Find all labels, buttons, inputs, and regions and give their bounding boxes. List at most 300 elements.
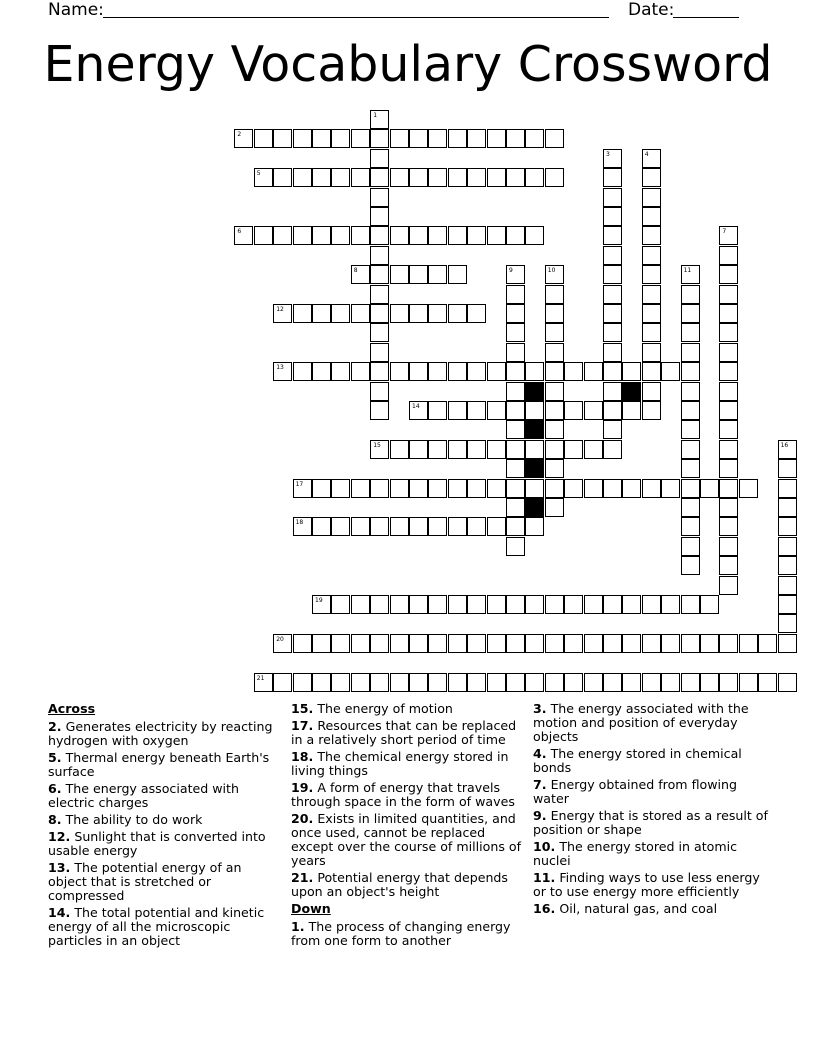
- grid-square[interactable]: [428, 304, 447, 323]
- grid-square[interactable]: [428, 168, 447, 187]
- grid-square[interactable]: [564, 440, 583, 459]
- grid-square[interactable]: [467, 168, 486, 187]
- grid-square[interactable]: [448, 265, 467, 284]
- grid-square[interactable]: [778, 459, 797, 478]
- grid-square[interactable]: [370, 110, 389, 129]
- grid-square[interactable]: [273, 673, 292, 692]
- grid-square[interactable]: [312, 673, 331, 692]
- grid-square[interactable]: [642, 382, 661, 401]
- grid-square[interactable]: [487, 517, 506, 536]
- grid-square[interactable]: [409, 479, 428, 498]
- grid-square[interactable]: [448, 401, 467, 420]
- grid-square[interactable]: [584, 401, 603, 420]
- grid-square[interactable]: [545, 420, 564, 439]
- grid-square[interactable]: [719, 479, 738, 498]
- grid-square[interactable]: [603, 207, 622, 226]
- grid-square[interactable]: [448, 673, 467, 692]
- grid-square[interactable]: [467, 362, 486, 381]
- grid-square[interactable]: [351, 265, 370, 284]
- grid-square[interactable]: [370, 323, 389, 342]
- grid-square[interactable]: [428, 595, 447, 614]
- grid-square[interactable]: [370, 401, 389, 420]
- grid-square[interactable]: [603, 479, 622, 498]
- grid-square[interactable]: [778, 440, 797, 459]
- grid-square[interactable]: [681, 595, 700, 614]
- grid-square[interactable]: [487, 226, 506, 245]
- grid-square[interactable]: [351, 479, 370, 498]
- grid-square[interactable]: [603, 343, 622, 362]
- grid-square[interactable]: [584, 595, 603, 614]
- grid-square[interactable]: [506, 595, 525, 614]
- grid-square[interactable]: [312, 168, 331, 187]
- grid-square[interactable]: [778, 673, 797, 692]
- grid-square[interactable]: [778, 517, 797, 536]
- grid-square[interactable]: [545, 634, 564, 653]
- grid-square[interactable]: [584, 479, 603, 498]
- grid-square[interactable]: [506, 129, 525, 148]
- grid-square[interactable]: [642, 246, 661, 265]
- grid-square[interactable]: [642, 188, 661, 207]
- grid-square[interactable]: [390, 265, 409, 284]
- grid-square[interactable]: [370, 304, 389, 323]
- grid-square[interactable]: [545, 362, 564, 381]
- grid-square[interactable]: [293, 304, 312, 323]
- grid-square[interactable]: [370, 265, 389, 284]
- grid-square[interactable]: [661, 479, 680, 498]
- grid-square[interactable]: [390, 304, 409, 323]
- grid-square[interactable]: [409, 168, 428, 187]
- grid-square[interactable]: [331, 129, 350, 148]
- grid-square[interactable]: [603, 362, 622, 381]
- grid-square[interactable]: [448, 129, 467, 148]
- grid-square[interactable]: [545, 129, 564, 148]
- grid-square[interactable]: [545, 343, 564, 362]
- grid-square[interactable]: [719, 556, 738, 575]
- grid-square[interactable]: [719, 362, 738, 381]
- grid-square[interactable]: [293, 226, 312, 245]
- grid-square[interactable]: [370, 517, 389, 536]
- grid-square[interactable]: [564, 479, 583, 498]
- grid-square[interactable]: [506, 420, 525, 439]
- grid-square[interactable]: [719, 226, 738, 245]
- grid-square[interactable]: [428, 362, 447, 381]
- grid-square[interactable]: [312, 595, 331, 614]
- grid-square[interactable]: [700, 634, 719, 653]
- grid-square[interactable]: [642, 226, 661, 245]
- grid-square[interactable]: [293, 362, 312, 381]
- grid-square[interactable]: [351, 634, 370, 653]
- grid-square[interactable]: [370, 362, 389, 381]
- grid-square[interactable]: [273, 634, 292, 653]
- grid-square[interactable]: [487, 129, 506, 148]
- grid-square[interactable]: [467, 673, 486, 692]
- grid-square[interactable]: [467, 304, 486, 323]
- grid-square[interactable]: [545, 168, 564, 187]
- grid-square[interactable]: [719, 382, 738, 401]
- grid-square[interactable]: [739, 634, 758, 653]
- grid-square[interactable]: [778, 556, 797, 575]
- grid-square[interactable]: [351, 362, 370, 381]
- grid-square[interactable]: [778, 614, 797, 633]
- grid-square[interactable]: [390, 595, 409, 614]
- grid-square[interactable]: [739, 479, 758, 498]
- grid-square[interactable]: [681, 556, 700, 575]
- grid-square[interactable]: [370, 149, 389, 168]
- grid-square[interactable]: [719, 420, 738, 439]
- grid-square[interactable]: [390, 517, 409, 536]
- grid-square[interactable]: [506, 634, 525, 653]
- grid-square[interactable]: [370, 634, 389, 653]
- grid-square[interactable]: [681, 265, 700, 284]
- grid-square[interactable]: [467, 517, 486, 536]
- grid-square[interactable]: [409, 595, 428, 614]
- grid-square[interactable]: [506, 401, 525, 420]
- grid-square[interactable]: [603, 246, 622, 265]
- grid-square[interactable]: [622, 401, 641, 420]
- grid-square[interactable]: [642, 401, 661, 420]
- grid-square[interactable]: [370, 188, 389, 207]
- grid-square[interactable]: [293, 673, 312, 692]
- grid-square[interactable]: [487, 168, 506, 187]
- grid-square[interactable]: [719, 265, 738, 284]
- grid-square[interactable]: [506, 265, 525, 284]
- grid-square[interactable]: [681, 517, 700, 536]
- grid-square[interactable]: [681, 401, 700, 420]
- grid-square[interactable]: [603, 168, 622, 187]
- grid-square[interactable]: [448, 362, 467, 381]
- grid-square[interactable]: [331, 226, 350, 245]
- grid-square[interactable]: [370, 673, 389, 692]
- grid-square[interactable]: [506, 479, 525, 498]
- grid-square[interactable]: [390, 168, 409, 187]
- grid-square[interactable]: [642, 304, 661, 323]
- grid-square[interactable]: [273, 129, 292, 148]
- grid-square[interactable]: [467, 440, 486, 459]
- grid-square[interactable]: [719, 285, 738, 304]
- grid-square[interactable]: [622, 479, 641, 498]
- grid-square[interactable]: [467, 129, 486, 148]
- grid-square[interactable]: [506, 362, 525, 381]
- grid-square[interactable]: [778, 498, 797, 517]
- grid-square[interactable]: [506, 304, 525, 323]
- grid-square[interactable]: [681, 537, 700, 556]
- grid-square[interactable]: [467, 634, 486, 653]
- grid-square[interactable]: [603, 149, 622, 168]
- grid-square[interactable]: [506, 498, 525, 517]
- grid-square[interactable]: [331, 673, 350, 692]
- grid-square[interactable]: [506, 323, 525, 342]
- grid-square[interactable]: [506, 459, 525, 478]
- grid-square[interactable]: [525, 440, 544, 459]
- grid-square[interactable]: [506, 226, 525, 245]
- grid-square[interactable]: [603, 323, 622, 342]
- grid-square[interactable]: [525, 362, 544, 381]
- grid-square[interactable]: [234, 129, 253, 148]
- grid-square[interactable]: [448, 168, 467, 187]
- grid-square[interactable]: [603, 634, 622, 653]
- grid-square[interactable]: [642, 343, 661, 362]
- grid-square[interactable]: [603, 440, 622, 459]
- grid-square[interactable]: [545, 382, 564, 401]
- grid-square[interactable]: [525, 129, 544, 148]
- grid-square[interactable]: [681, 479, 700, 498]
- grid-square[interactable]: [312, 304, 331, 323]
- grid-square[interactable]: [661, 634, 680, 653]
- grid-square[interactable]: [642, 168, 661, 187]
- grid-square[interactable]: [545, 323, 564, 342]
- grid-square[interactable]: [351, 304, 370, 323]
- grid-square[interactable]: [448, 517, 467, 536]
- grid-square[interactable]: [331, 362, 350, 381]
- grid-square[interactable]: [622, 595, 641, 614]
- grid-square[interactable]: [390, 634, 409, 653]
- grid-square[interactable]: [681, 440, 700, 459]
- grid-square[interactable]: [584, 634, 603, 653]
- grid-square[interactable]: [331, 479, 350, 498]
- grid-square[interactable]: [719, 401, 738, 420]
- grid-square[interactable]: [487, 362, 506, 381]
- grid-square[interactable]: [661, 595, 680, 614]
- grid-square[interactable]: [254, 129, 273, 148]
- grid-square[interactable]: [778, 479, 797, 498]
- grid-square[interactable]: [719, 498, 738, 517]
- grid-square[interactable]: [603, 304, 622, 323]
- grid-square[interactable]: [778, 537, 797, 556]
- grid-square[interactable]: [370, 343, 389, 362]
- grid-square[interactable]: [351, 226, 370, 245]
- grid-square[interactable]: [370, 595, 389, 614]
- grid-square[interactable]: [312, 129, 331, 148]
- grid-square[interactable]: [448, 634, 467, 653]
- grid-square[interactable]: [603, 188, 622, 207]
- grid-square[interactable]: [719, 343, 738, 362]
- grid-square[interactable]: [254, 673, 273, 692]
- grid-square[interactable]: [603, 285, 622, 304]
- grid-square[interactable]: [428, 634, 447, 653]
- grid-square[interactable]: [428, 265, 447, 284]
- grid-square[interactable]: [331, 595, 350, 614]
- grid-square[interactable]: [525, 634, 544, 653]
- grid-square[interactable]: [545, 595, 564, 614]
- grid-square[interactable]: [312, 226, 331, 245]
- grid-square[interactable]: [642, 479, 661, 498]
- grid-square[interactable]: [719, 246, 738, 265]
- grid-square[interactable]: [642, 285, 661, 304]
- grid-square[interactable]: [506, 440, 525, 459]
- grid-square[interactable]: [681, 304, 700, 323]
- grid-square[interactable]: [642, 149, 661, 168]
- grid-square[interactable]: [642, 265, 661, 284]
- grid-square[interactable]: [719, 537, 738, 556]
- grid-square[interactable]: [758, 673, 777, 692]
- grid-square[interactable]: [661, 673, 680, 692]
- grid-square[interactable]: [603, 226, 622, 245]
- grid-square[interactable]: [681, 323, 700, 342]
- grid-square[interactable]: [642, 673, 661, 692]
- grid-square[interactable]: [642, 634, 661, 653]
- grid-square[interactable]: [409, 634, 428, 653]
- grid-square[interactable]: [525, 168, 544, 187]
- grid-square[interactable]: [545, 440, 564, 459]
- grid-square[interactable]: [312, 634, 331, 653]
- grid-square[interactable]: [487, 595, 506, 614]
- grid-square[interactable]: [681, 634, 700, 653]
- grid-square[interactable]: [370, 129, 389, 148]
- grid-square[interactable]: [642, 595, 661, 614]
- grid-square[interactable]: [584, 440, 603, 459]
- grid-square[interactable]: [622, 673, 641, 692]
- grid-square[interactable]: [351, 129, 370, 148]
- grid-square[interactable]: [506, 537, 525, 556]
- grid-square[interactable]: [642, 362, 661, 381]
- grid-square[interactable]: [467, 401, 486, 420]
- grid-square[interactable]: [525, 595, 544, 614]
- grid-square[interactable]: [331, 634, 350, 653]
- grid-square[interactable]: [487, 401, 506, 420]
- grid-square[interactable]: [467, 595, 486, 614]
- grid-square[interactable]: [758, 634, 777, 653]
- grid-square[interactable]: [681, 498, 700, 517]
- grid-square[interactable]: [351, 517, 370, 536]
- grid-square[interactable]: [739, 673, 758, 692]
- grid-square[interactable]: [487, 440, 506, 459]
- grid-square[interactable]: [719, 304, 738, 323]
- grid-square[interactable]: [603, 673, 622, 692]
- grid-square[interactable]: [525, 673, 544, 692]
- grid-square[interactable]: [448, 304, 467, 323]
- grid-square[interactable]: [351, 673, 370, 692]
- grid-square[interactable]: [312, 517, 331, 536]
- grid-square[interactable]: [681, 285, 700, 304]
- grid-square[interactable]: [331, 304, 350, 323]
- grid-square[interactable]: [370, 382, 389, 401]
- grid-square[interactable]: [506, 168, 525, 187]
- grid-square[interactable]: [506, 382, 525, 401]
- grid-square[interactable]: [603, 420, 622, 439]
- grid-square[interactable]: [681, 420, 700, 439]
- grid-square[interactable]: [370, 440, 389, 459]
- grid-square[interactable]: [719, 459, 738, 478]
- grid-square[interactable]: [428, 673, 447, 692]
- grid-square[interactable]: [409, 401, 428, 420]
- grid-square[interactable]: [545, 479, 564, 498]
- grid-square[interactable]: [719, 440, 738, 459]
- grid-square[interactable]: [370, 226, 389, 245]
- grid-square[interactable]: [370, 479, 389, 498]
- grid-square[interactable]: [564, 362, 583, 381]
- grid-square[interactable]: [409, 265, 428, 284]
- grid-square[interactable]: [293, 168, 312, 187]
- grid-square[interactable]: [370, 285, 389, 304]
- grid-square[interactable]: [409, 673, 428, 692]
- grid-square[interactable]: [681, 459, 700, 478]
- grid-square[interactable]: [719, 517, 738, 536]
- grid-square[interactable]: [506, 673, 525, 692]
- grid-square[interactable]: [545, 401, 564, 420]
- grid-square[interactable]: [293, 479, 312, 498]
- grid-square[interactable]: [273, 362, 292, 381]
- grid-square[interactable]: [390, 129, 409, 148]
- grid-square[interactable]: [661, 362, 680, 381]
- grid-square[interactable]: [681, 382, 700, 401]
- grid-square[interactable]: [525, 401, 544, 420]
- grid-square[interactable]: [273, 226, 292, 245]
- grid-square[interactable]: [312, 362, 331, 381]
- grid-square[interactable]: [390, 362, 409, 381]
- grid-square[interactable]: [409, 226, 428, 245]
- grid-square[interactable]: [448, 440, 467, 459]
- grid-square[interactable]: [681, 673, 700, 692]
- grid-square[interactable]: [448, 595, 467, 614]
- grid-square[interactable]: [525, 226, 544, 245]
- grid-square[interactable]: [390, 673, 409, 692]
- grid-square[interactable]: [409, 362, 428, 381]
- grid-square[interactable]: [293, 129, 312, 148]
- grid-square[interactable]: [331, 168, 350, 187]
- grid-square[interactable]: [545, 285, 564, 304]
- grid-square[interactable]: [545, 459, 564, 478]
- grid-square[interactable]: [681, 343, 700, 362]
- grid-square[interactable]: [293, 634, 312, 653]
- grid-square[interactable]: [719, 323, 738, 342]
- grid-square[interactable]: [428, 226, 447, 245]
- grid-square[interactable]: [545, 498, 564, 517]
- grid-square[interactable]: [778, 576, 797, 595]
- grid-square[interactable]: [487, 634, 506, 653]
- grid-square[interactable]: [467, 479, 486, 498]
- grid-square[interactable]: [312, 479, 331, 498]
- grid-square[interactable]: [545, 673, 564, 692]
- grid-square[interactable]: [370, 168, 389, 187]
- grid-square[interactable]: [331, 517, 350, 536]
- grid-square[interactable]: [428, 401, 447, 420]
- grid-square[interactable]: [467, 226, 486, 245]
- grid-square[interactable]: [390, 479, 409, 498]
- grid-square[interactable]: [603, 382, 622, 401]
- grid-square[interactable]: [428, 517, 447, 536]
- grid-square[interactable]: [273, 304, 292, 323]
- grid-square[interactable]: [564, 673, 583, 692]
- grid-square[interactable]: [603, 401, 622, 420]
- grid-square[interactable]: [506, 285, 525, 304]
- grid-square[interactable]: [564, 595, 583, 614]
- grid-square[interactable]: [428, 479, 447, 498]
- grid-square[interactable]: [390, 226, 409, 245]
- grid-square[interactable]: [351, 168, 370, 187]
- grid-square[interactable]: [545, 265, 564, 284]
- grid-square[interactable]: [293, 517, 312, 536]
- grid-square[interactable]: [545, 304, 564, 323]
- grid-square[interactable]: [390, 440, 409, 459]
- grid-square[interactable]: [254, 226, 273, 245]
- grid-square[interactable]: [642, 207, 661, 226]
- grid-square[interactable]: [370, 207, 389, 226]
- grid-square[interactable]: [700, 595, 719, 614]
- grid-square[interactable]: [254, 168, 273, 187]
- grid-square[interactable]: [409, 517, 428, 536]
- grid-square[interactable]: [681, 362, 700, 381]
- grid-square[interactable]: [448, 479, 467, 498]
- grid-square[interactable]: [487, 673, 506, 692]
- grid-square[interactable]: [273, 168, 292, 187]
- grid-square[interactable]: [719, 673, 738, 692]
- grid-square[interactable]: [603, 595, 622, 614]
- grid-square[interactable]: [351, 595, 370, 614]
- grid-square[interactable]: [525, 479, 544, 498]
- grid-square[interactable]: [525, 517, 544, 536]
- grid-square[interactable]: [622, 362, 641, 381]
- grid-square[interactable]: [700, 673, 719, 692]
